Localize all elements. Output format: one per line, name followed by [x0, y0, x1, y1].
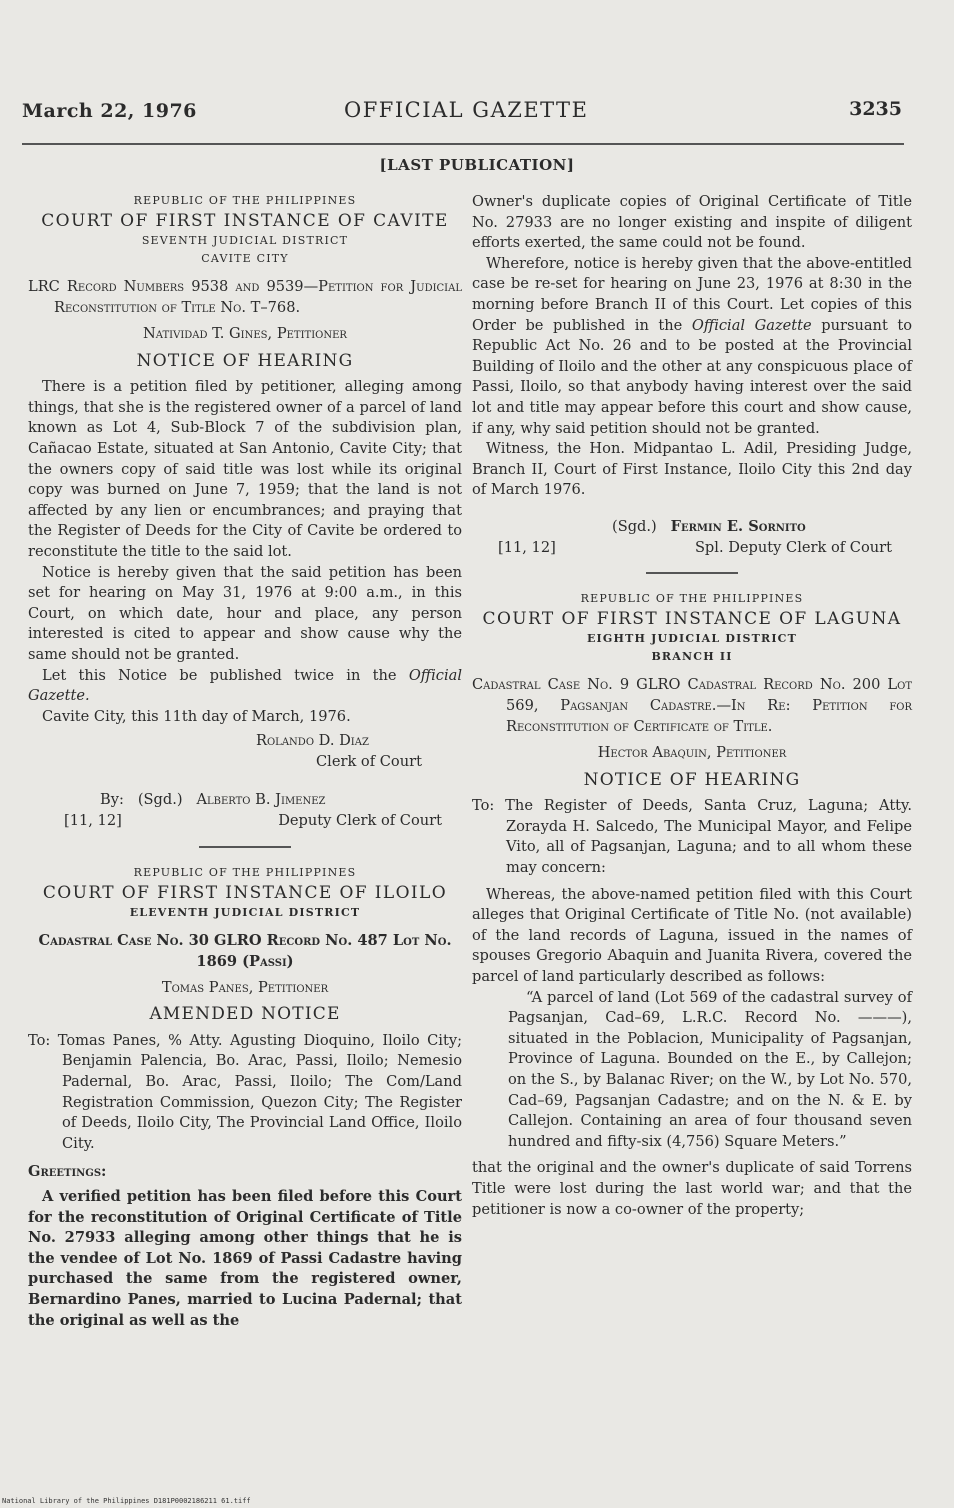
notice-paragraph: Whereas, the above-named petition filed with this Court alleges that Original Certificate of Title No. (not available) of the land records of Laguna, issued in the names of spouses Gregorio Abaquin and Juanita Rivera, covered the parcel of land particularly described as follows: — [472, 885, 912, 986]
issue-numbers: [11, 12] — [64, 812, 122, 830]
addressee-block: To: Tomas Panes, % Atty. Agusting Dioquino, Iloilo City; Benjamin Palencia, Bo. Arac, Passi, Iloilo; Nemesio Padernal, Bo. Arac, Passi, Iloilo; The Com/Land Registration Commission, Quezon City; The Register of Deeds, Iloilo City, The Provincial Land Office, Iloilo City. — [28, 1031, 462, 1152]
greetings-label: Greetings: — [28, 1163, 107, 1181]
notice-paragraph: Owner's duplicate copies of Original Certificate of Title No. 27933 are no longer existing and inspite of diligent efforts exerted, the same could not be found. — [472, 193, 912, 252]
issue-numbers: [11, 12] — [498, 538, 556, 556]
signature-name: Fermin E. Sornito — [670, 517, 806, 535]
district-label: SEVENTH JUDICIAL DISTRICT — [141, 234, 349, 247]
notice-paragraph: Cavite City, this 11th day of March, 1976. — [42, 707, 351, 725]
signature-name: Alberto B. Jimenez — [196, 791, 326, 809]
notice-paragraph: A verified petition has been filed before this Court for the reconstitution of Original Certificate of Title No. 27933 alleging among other things that he is the vendee of Lot No. 1869 of Passi Cadastre having purchased the same from the registered owner, Bernardino Panes, married to Lucina Padernal; that the original as well as the — [28, 1188, 462, 1329]
sgd-label: (Sgd.) — [137, 791, 183, 809]
paragraph-text: Let this Notice be published twice in the — [42, 666, 397, 684]
header-page-number: 3235 — [849, 98, 902, 120]
case-caption: Cadastral Case No. 30 GLRO Record No. 487 Lot No. 1869 (Passi) — [38, 931, 452, 970]
republic-label: REPUBLIC OF THE PHILIPPINES — [580, 592, 804, 606]
signature-title: Spl. Deputy Clerk of Court — [694, 538, 892, 556]
paragraph-text: Wherefore, notice is hereby given that the above-entitled case be re-set for hearing on June 23, 1976 at 8:30 in the morning before Branch II of this Court. Let copies of this Order be published in the — [472, 254, 912, 334]
last-publication-label: [LAST PUBLICATION] — [379, 156, 575, 174]
court-name: COURT OF FIRST INSTANCE OF ILOILO — [42, 882, 448, 903]
case-caption: LRC Record Numbers 9538 and 9539—Petition for Judicial Reconstitution of Title No. T–768. — [28, 278, 462, 316]
addressee-block: To: The Register of Deeds, Santa Cruz, Laguna; Atty. Zorayda H. Salcedo, The Municipal Mayor, and Felipe Vito, all of Pagsanjan, Laguna; and to all whom these may concern: — [472, 797, 912, 877]
notice-paragraph — [472, 254, 912, 439]
branch-label: BRANCH II — [651, 650, 733, 664]
district-label: EIGHTH JUDICIAL DISTRICT — [586, 632, 798, 646]
right-column — [472, 192, 912, 1220]
signature-title: Deputy Clerk of Court — [278, 812, 442, 830]
gazette-italic: Official Gazette. — [28, 666, 462, 705]
district-label: ELEVENTH JUDICIAL DISTRICT — [129, 905, 361, 919]
by-label: By: — [100, 791, 124, 809]
signature-name: Rolando D. Diaz — [256, 732, 369, 750]
signature-title: Clerk of Court — [316, 752, 422, 770]
republic-label: REPUBLIC OF THE PHILIPPINES — [133, 194, 357, 207]
signature-by-line — [28, 790, 462, 811]
scan-footer: National Library of the Philippines D181P0002186211 61.tiff — [2, 1497, 251, 1505]
court-name: COURT OF FIRST INSTANCE OF CAVITE — [41, 211, 449, 231]
header-date: March 22, 1976 — [22, 100, 197, 122]
notice-title: NOTICE OF HEARING — [583, 769, 801, 790]
notice-paragraph: Notice is hereby given that the said petition has been set for hearing on May 31, 1976 at 9:00 a.m., in this Court, on which date, hour and place, any person interested is cited to appear and show cause why the same should not be granted. — [28, 563, 462, 663]
notice-paragraph: Witness, the Hon. Midpantao L. Adil, Presiding Judge, Branch II, Court of First Instance, Iloilo City this 2nd day of March 1976. — [472, 440, 912, 499]
header-rule — [22, 143, 904, 145]
notice-paragraph — [28, 666, 462, 707]
issue-row — [28, 811, 462, 832]
republic-label: REPUBLIC OF THE PHILIPPINES — [133, 865, 357, 879]
header-title: OFFICIAL GAZETTE — [344, 98, 589, 122]
section-divider — [646, 572, 738, 574]
petitioner-line: Natividad T. Gines, Petitioner — [143, 325, 347, 342]
notice-paragraph: that the original and the owner's duplicate of said Torrens Title were lost during the last world war; and that the petitioner is now a co-owner of the property; — [472, 1159, 912, 1218]
notice-title: NOTICE OF HEARING — [136, 350, 354, 371]
signature-line — [472, 517, 912, 538]
petitioner-line: Tomas Panes, Petitioner — [161, 978, 329, 996]
left-column — [28, 192, 462, 1331]
land-description-quote: “A parcel of land (Lot 569 of the cadastral survey of Pagsanjan, Cad–69, L.R.C. Record No. ———), situated in the Poblacion, Municipality of Pagsanjan, Province of Laguna. Bounded on the E., by Callejon; on the S., by Balanac River; on the W., by Lot No. 570, Cad–69, Pagsanjan Cadastre; and on the N. & E. by Callejon. Containing an area of four thousand seven hundred and fifty-six (4,756) Square Meters.” — [508, 988, 912, 1150]
notice-title: AMENDED NOTICE — [149, 1004, 341, 1025]
section-divider — [199, 846, 291, 848]
city-label: CAVITE CITY — [201, 252, 289, 265]
petitioner-line: Hector Abaquin, Petitioner — [597, 744, 787, 762]
gazette-italic: Official Gazette — [691, 316, 812, 334]
notice-paragraph: There is a petition filed by petitioner, alleging among things, that she is the registered owner of a parcel of land known as Lot 4, Sub-Block 7 of the subdivision plan, Cañacao Estate, situated at San Antonio, Cavite City; that the owners copy of said title was lost while its original copy was burned on June 7, 1959; that the land is not affected by any lien or encumbrances; and praying that the Register of Deeds for the City of Cavite be ordered to reconstitute the title to the said lot. — [28, 378, 462, 560]
issue-row — [472, 538, 912, 559]
case-caption: Cadastral Case No. 9 GLRO Cadastral Record No. 200 Lot 569, Pagsanjan Cadastre.—In Re: Petition for Reconstitution of Certificate of Title. — [472, 676, 912, 736]
sgd-label: (Sgd.) — [612, 517, 657, 535]
paragraph-text: pursuant to Republic Act No. 26 and to be posted at the Provincial Building of Iloilo and the other at any conspicuous place of Passi, Iloilo, so that anybody having interest over the said lot and title may appear before this court and show cause, if any, why said petition should not be granted. — [472, 316, 913, 437]
court-name: COURT OF FIRST INSTANCE OF LAGUNA — [482, 609, 902, 630]
page-header — [22, 92, 902, 132]
